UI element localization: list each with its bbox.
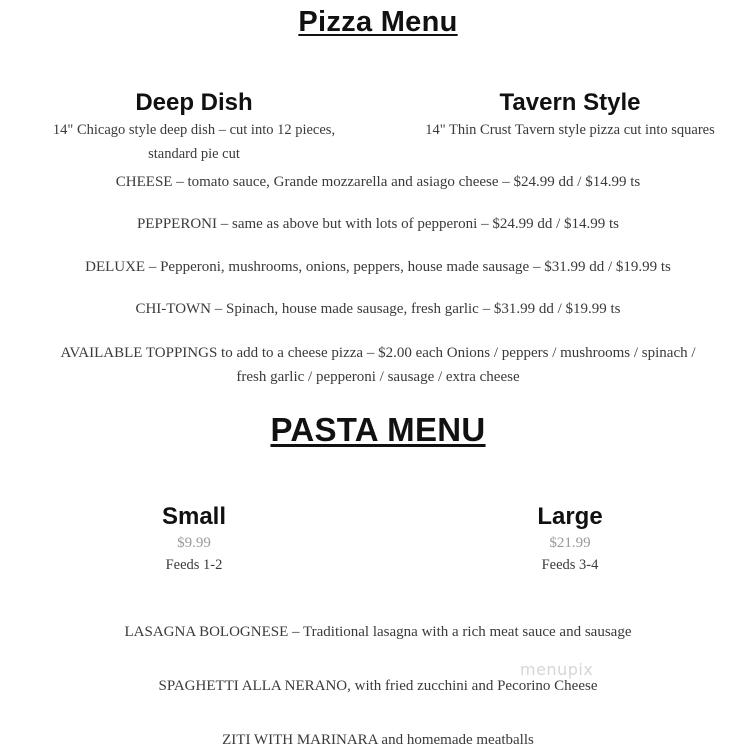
pasta-small-section [14,502,374,576]
available-toppings-line2: fresh garlic / pepperoni / sausage / extra cheese [236,369,520,385]
tavern-style-description: 14" Thin Crust Tavern style pizza cut into squares [425,122,715,138]
deep-dish-section [14,88,374,166]
deep-dish-description-line2: standard pie cut [148,146,240,162]
pasta-item-spaghetti: SPAGHETTI ALLA NERANO, with fried zucchini and Pecorino Cheese [158,678,598,694]
available-toppings-line1: AVAILABLE TOPPINGS to add to a cheese pizza – $2.00 each Onions / peppers / mushrooms / spinach / [60,345,696,361]
pasta-large-section [390,502,750,576]
pasta-large-heading: Large [537,503,603,530]
pizza-item-chi-town: CHI-TOWN – Spinach, house made sausage, fresh garlic – $31.99 dd / $19.99 ts [135,301,621,317]
pasta-small-feeds: Feeds 1-2 [165,557,223,573]
pasta-small-price: $9.99 [177,535,211,551]
pasta-item-ziti: ZITI WITH MARINARA and homemade meatballs [222,732,534,748]
deep-dish-heading: Deep Dish [135,89,253,116]
pasta-item-lasagna: LASAGNA BOLOGNESE – Traditional lasagna with a rich meat sauce and sausage [124,624,632,640]
pasta-menu-title: PASTA MENU [270,411,486,448]
pizza-item-pepperoni: PEPPERONI – same as above but with lots of pepperoni – $24.99 dd / $14.99 ts [136,216,620,232]
tavern-style-heading: Tavern Style [499,89,641,116]
pizza-menu-title: Pizza Menu [298,6,458,38]
pizza-item-deluxe: DELUXE – Pepperoni, mushrooms, onions, peppers, house made sausage – $31.99 dd / $19.99 ts [85,259,671,275]
menupix-watermark: menupix [520,660,594,679]
pasta-large-feeds: Feeds 3-4 [541,557,599,573]
pizza-item-cheese: CHEESE – tomato sauce, Grande mozzarella and asiago cheese – $24.99 dd / $14.99 ts [115,174,641,190]
deep-dish-description-line1: 14" Chicago style deep dish – cut into 12 pieces, [52,122,336,138]
pasta-large-price: $21.99 [549,535,591,551]
pasta-small-heading: Small [161,503,227,530]
tavern-style-section [390,88,750,142]
